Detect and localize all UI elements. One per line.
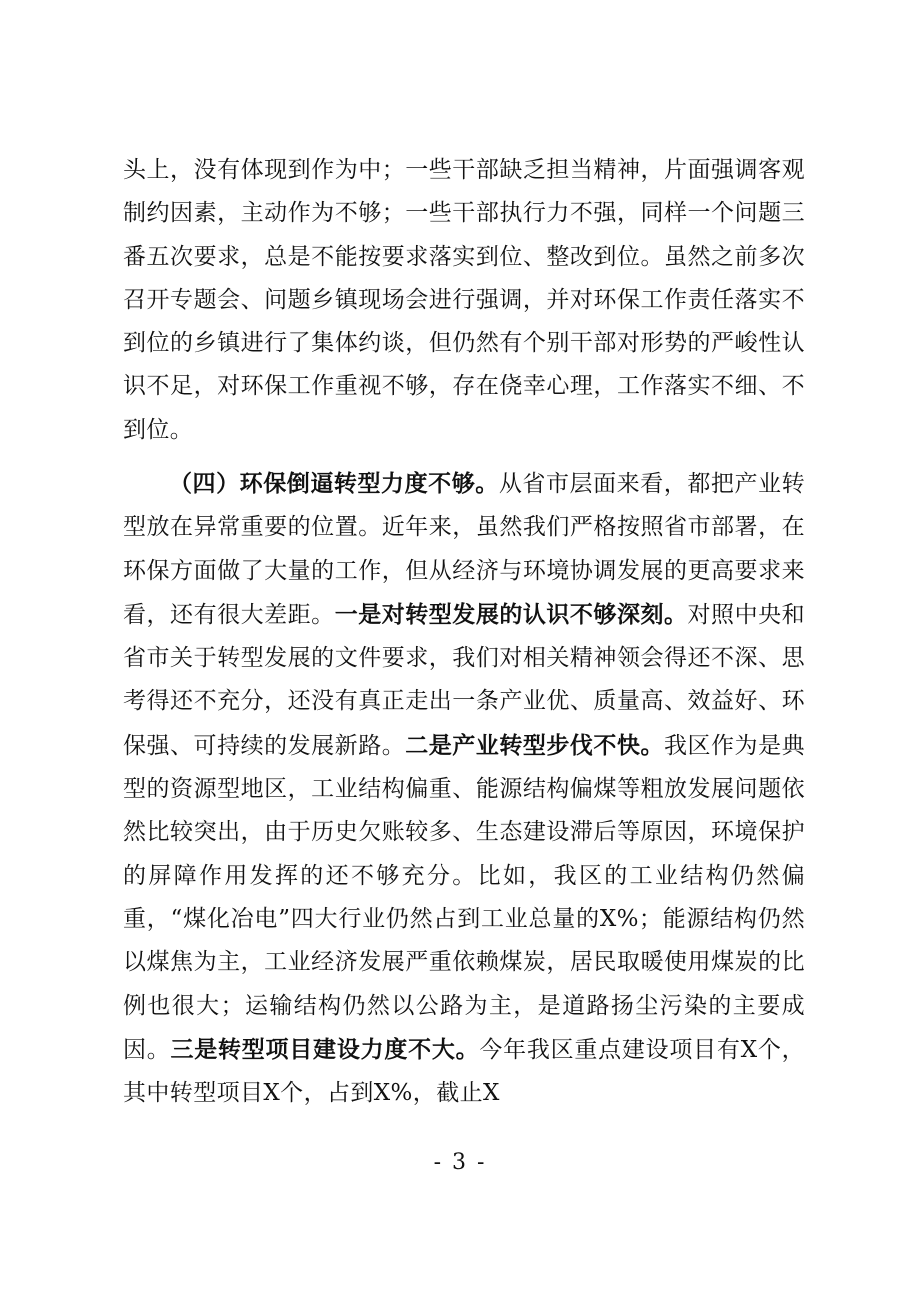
body-text-continued	[123, 149, 805, 452]
body-text-section-four	[123, 462, 805, 1115]
point-three-text: 今年我区重点建设项目有X个，其中转型项目X个，占到X%，截止X	[123, 1036, 805, 1107]
paragraph-section-four	[123, 462, 805, 1115]
section-four-heading: （四）环保倒逼转型力度不够。	[169, 470, 499, 497]
point-one-text: 对照中央和省市关于转型发展的文件要求，我们对相关精神领会得还不深、思考得还不充分，还没有真正走出一条产业优、质量高、效益好、环保强、可持续的发展新路。	[123, 601, 806, 759]
section-four-intro: 从省市层面来看，都把产业转型放在异常重要的位置。近年来，虽然我们严格按照省市部署，在环保方面做了大量的工作，但从经济与环境协调发展的更高要求来看，还有很大差距。	[123, 471, 805, 628]
point-two-text: 我区作为是典型的资源型地区，工业结构偏重、能源结构偏煤等粗放发展问题依然比较突出，由于历史欠账较多、生态建设滞后等原因，环境保护的屏障作用发挥的还不够充分。比如，我区的工业结构仍然偏重，“煤化冶电”四大行业仍然占到工业总量的X%；能源结构仍然以煤焦为主，工业经济发展严重依赖煤炭，居民取暖使用煤炭的比例也很大；运输结构仍然以公路为主，是道路扬尘污染的主要成因。	[123, 732, 805, 1063]
paragraph-continued: 头上，没有体现到作为中；一些干部缺乏担当精神，片面强调客观制约因素，主动作为不够；一些干部执行力不强，同样一个问题三番五次要求，总是不能按要求落实到位、整改到位。虽然之前多次召开专题会、问题乡镇现场会进行强调，并对环保工作责任落实不到位的乡镇进行了集体约谈，但仍然有个别干部对形势的严峻性认识不足，对环保工作重视不够，存在侥幸心理，工作落实不细、不到位。	[123, 157, 805, 443]
point-one-heading: 一是对转型发展的认识不够深刻。	[334, 600, 688, 628]
point-two-heading: 二是产业转型步伐不快。	[405, 731, 664, 759]
page-number: - 3 -	[433, 1150, 487, 1175]
point-three-heading: 三是转型项目建设力度不大。	[170, 1035, 480, 1063]
